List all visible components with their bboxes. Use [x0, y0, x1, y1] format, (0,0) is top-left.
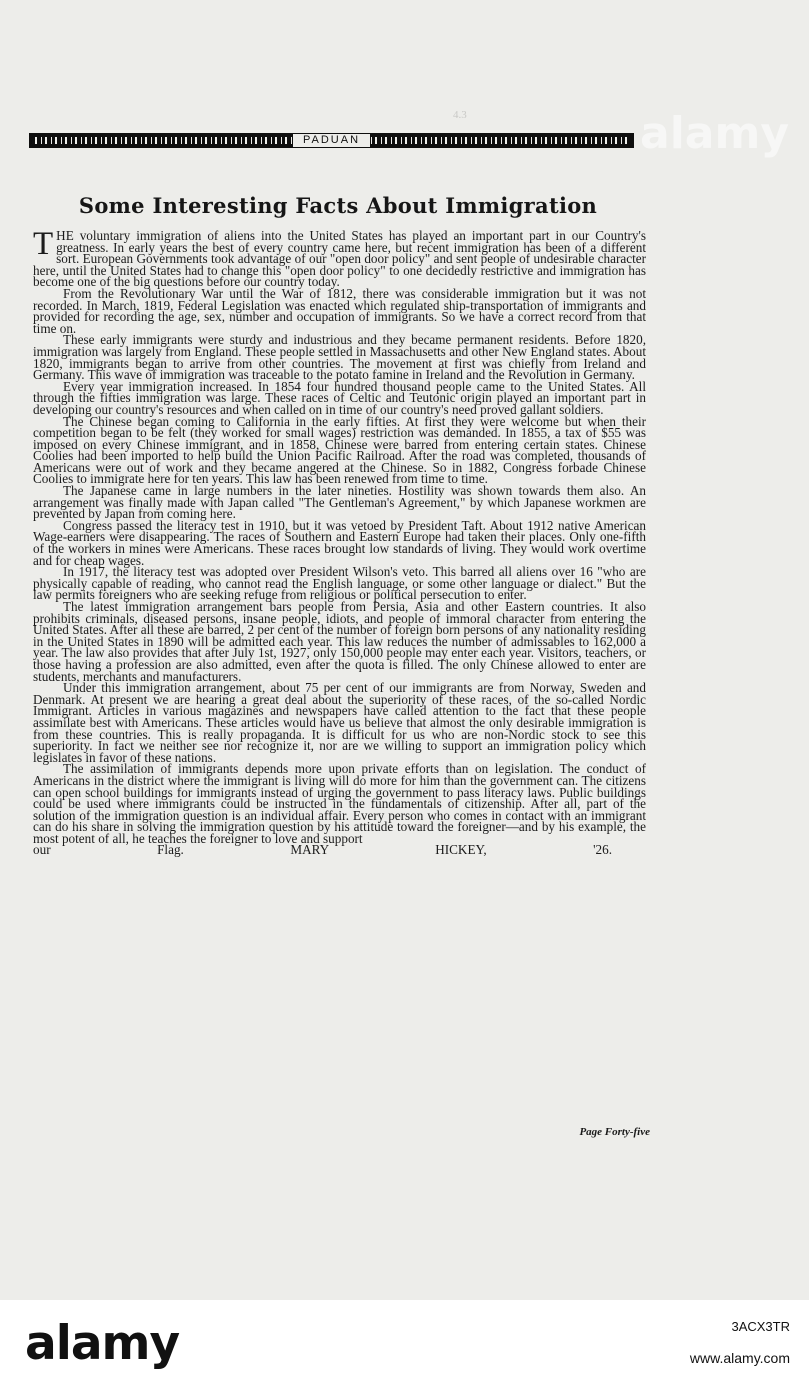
drop-cap: T: [33, 226, 54, 262]
paragraph-1: [33, 226, 646, 290]
pencil-mark: 4.3: [453, 109, 467, 121]
closing-text: our Flag.: [33, 842, 184, 858]
paragraph-6: The Japanese came in large numbers in the later nineties. Hostility was shown towards them also. An arrangement was finally made with Japan called "The Gentleman's Agreement," by which Japanese workmen are prevented by Japan from coming here.: [33, 483, 646, 522]
watermark-logo: alamy: [640, 108, 789, 159]
header-band: [29, 133, 634, 148]
article-body: [33, 226, 646, 858]
author-signature: MARY HICKEY, '26.: [290, 842, 613, 858]
band-label: PADUAN: [292, 133, 371, 148]
paragraph-4: Every year immigration increased. In 1854 four hundred thousand people came to the United States. All through the fifties immigration was large. These races of Celtic and Teutonic origin played an important part in developing our country's resources and when called on in time of our country's need proved gallant soldiers.: [33, 378, 646, 417]
page-number: Page Forty-five: [579, 1126, 650, 1138]
paragraph-10: Under this immigration arrangement, about 75 per cent of our immigrants are from Norway, Sweden and Denmark. At present we are hearing a great deal about the superiority of these races, of the so-called Nordic Immigrant. Articles in various magazines and newspapers have called attention to the fact that these people assimilate best with Americans. These articles would have us believe that almost the only desirable immigration is from these countries. This is really propaganda. It is difficult for us who are non-Nordic stock to see this superiority. In fact we neither see nor recognize it, nor are we willing to support an immigration policy which legislates in favor of these nations.: [33, 680, 646, 765]
paragraph-1-text: HE voluntary immigration of aliens into the United States has played an important part in our Country's greatness. In early years the best of every country came here, but recent immigration has been of a different sort. European Governments took advantage of our "open door policy" and sent people of undesirable character here, until the United States had to change this "open door policy" to one decidedly restrictive and immigration has become one of the big questions before our country today.: [33, 228, 646, 290]
paragraph-5: The Chinese began coming to California in the early fifties. At first they were welcome but when their competition began to be felt (they worked for small wages) restriction was demanded. In 1855, a tax of $55 was imposed on every Chinese immigrant, and in 1858, Chinese were barred from entering certain states. Chinese Coolies had been imported to help build the Union Pacific Railroad. After the road was completed, thousands of Americans were out of work and they became angered at the Chinese. So in 1882, Congress forbade Chinese Coolies to immigrate here for ten years. This law has been renewed from time to time.: [33, 413, 646, 487]
footer-url: www.alamy.com: [689, 1350, 790, 1366]
paragraph-9: The latest immigration arrangement bars people from Persia, Asia and other Eastern countries. It also prohibits criminals, diseased persons, insane people, idiots, and people of immoral character from entering the United States. After all these are barred, 2 per cent of the number of foreign born persons of any nationality residing in the United States in 1890 will be admitted each year. This law reduces the number of admissables to 162,000 a year. The law also provides that after July 1st, 1927, only 150,000 people may enter each year. Visitors, teachers, or those having a profession are also admitted, even after the quota is filled. The only Chinese allowed to enter are students, merchants and manufacturers.: [33, 599, 646, 684]
signature-line: [33, 844, 646, 856]
footer-logo: alamy: [25, 1316, 180, 1371]
paragraph-7: Congress passed the literacy test in 1910, but it was vetoed by President Taft. About 1912 native American Wage-earners were disappearing. The races of Southern and Eastern Europe had taken their places. Only one-fifth of the workers in mines were Americans. These races brought low standards of living. They would work overtime and for cheap wages.: [33, 517, 646, 568]
footer-image-id: 3ACX3TR: [731, 1319, 790, 1334]
paragraph-8: In 1917, the literacy test was adopted over President Wilson's veto. This barred all aliens over 16 "who are physically capable of reading, who cannot read the English language, or some other language or dialect." But the law permits foreigners who are seeking refuge from religious or political persecution to enter.: [33, 564, 646, 603]
paragraph-3: These early immigrants were sturdy and industrious and they became permanent residents. Before 1820, immigration was largely from England. These people settled in Massachusetts and other New England states. About 1820, immigrants began to arrive from other countries. The movement at first was chiefly from Ireland and Germany. This wave of immigration was traceable to the potato famine in Ireland and the Revolution in Germany.: [33, 332, 646, 383]
paragraph-11: The assimilation of immigrants depends more upon private efforts than on legislation. The conduct of Americans in the district where the immigrant is living will do more for him than the government can. The citizens can open school buildings for immigrants instead of urging the government to pass literacy laws. Public buildings could be used where immigrants could be instructed in the fundamentals of citizenship. After all, part of the solution of the immigration question is an individual affair. Every person who comes in contact with an immigrant can do his share in solving the immigration question by his attitude toward the foreigner—and by his example, the most potent of all, he teaches the foreigner to love and support: [33, 761, 646, 846]
article-title: Some Interesting Facts About Immigration: [78, 193, 598, 218]
paragraph-2: From the Revolutionary War until the War of 1812, there was considerable immigration but it was not recorded. In March, 1819, Federal Legislation was enacted which regulated ship-transportation of immigrants and provided for recording the age, sex, number and occupation of immigrants. So we have a correct record from that time on.: [33, 285, 646, 336]
